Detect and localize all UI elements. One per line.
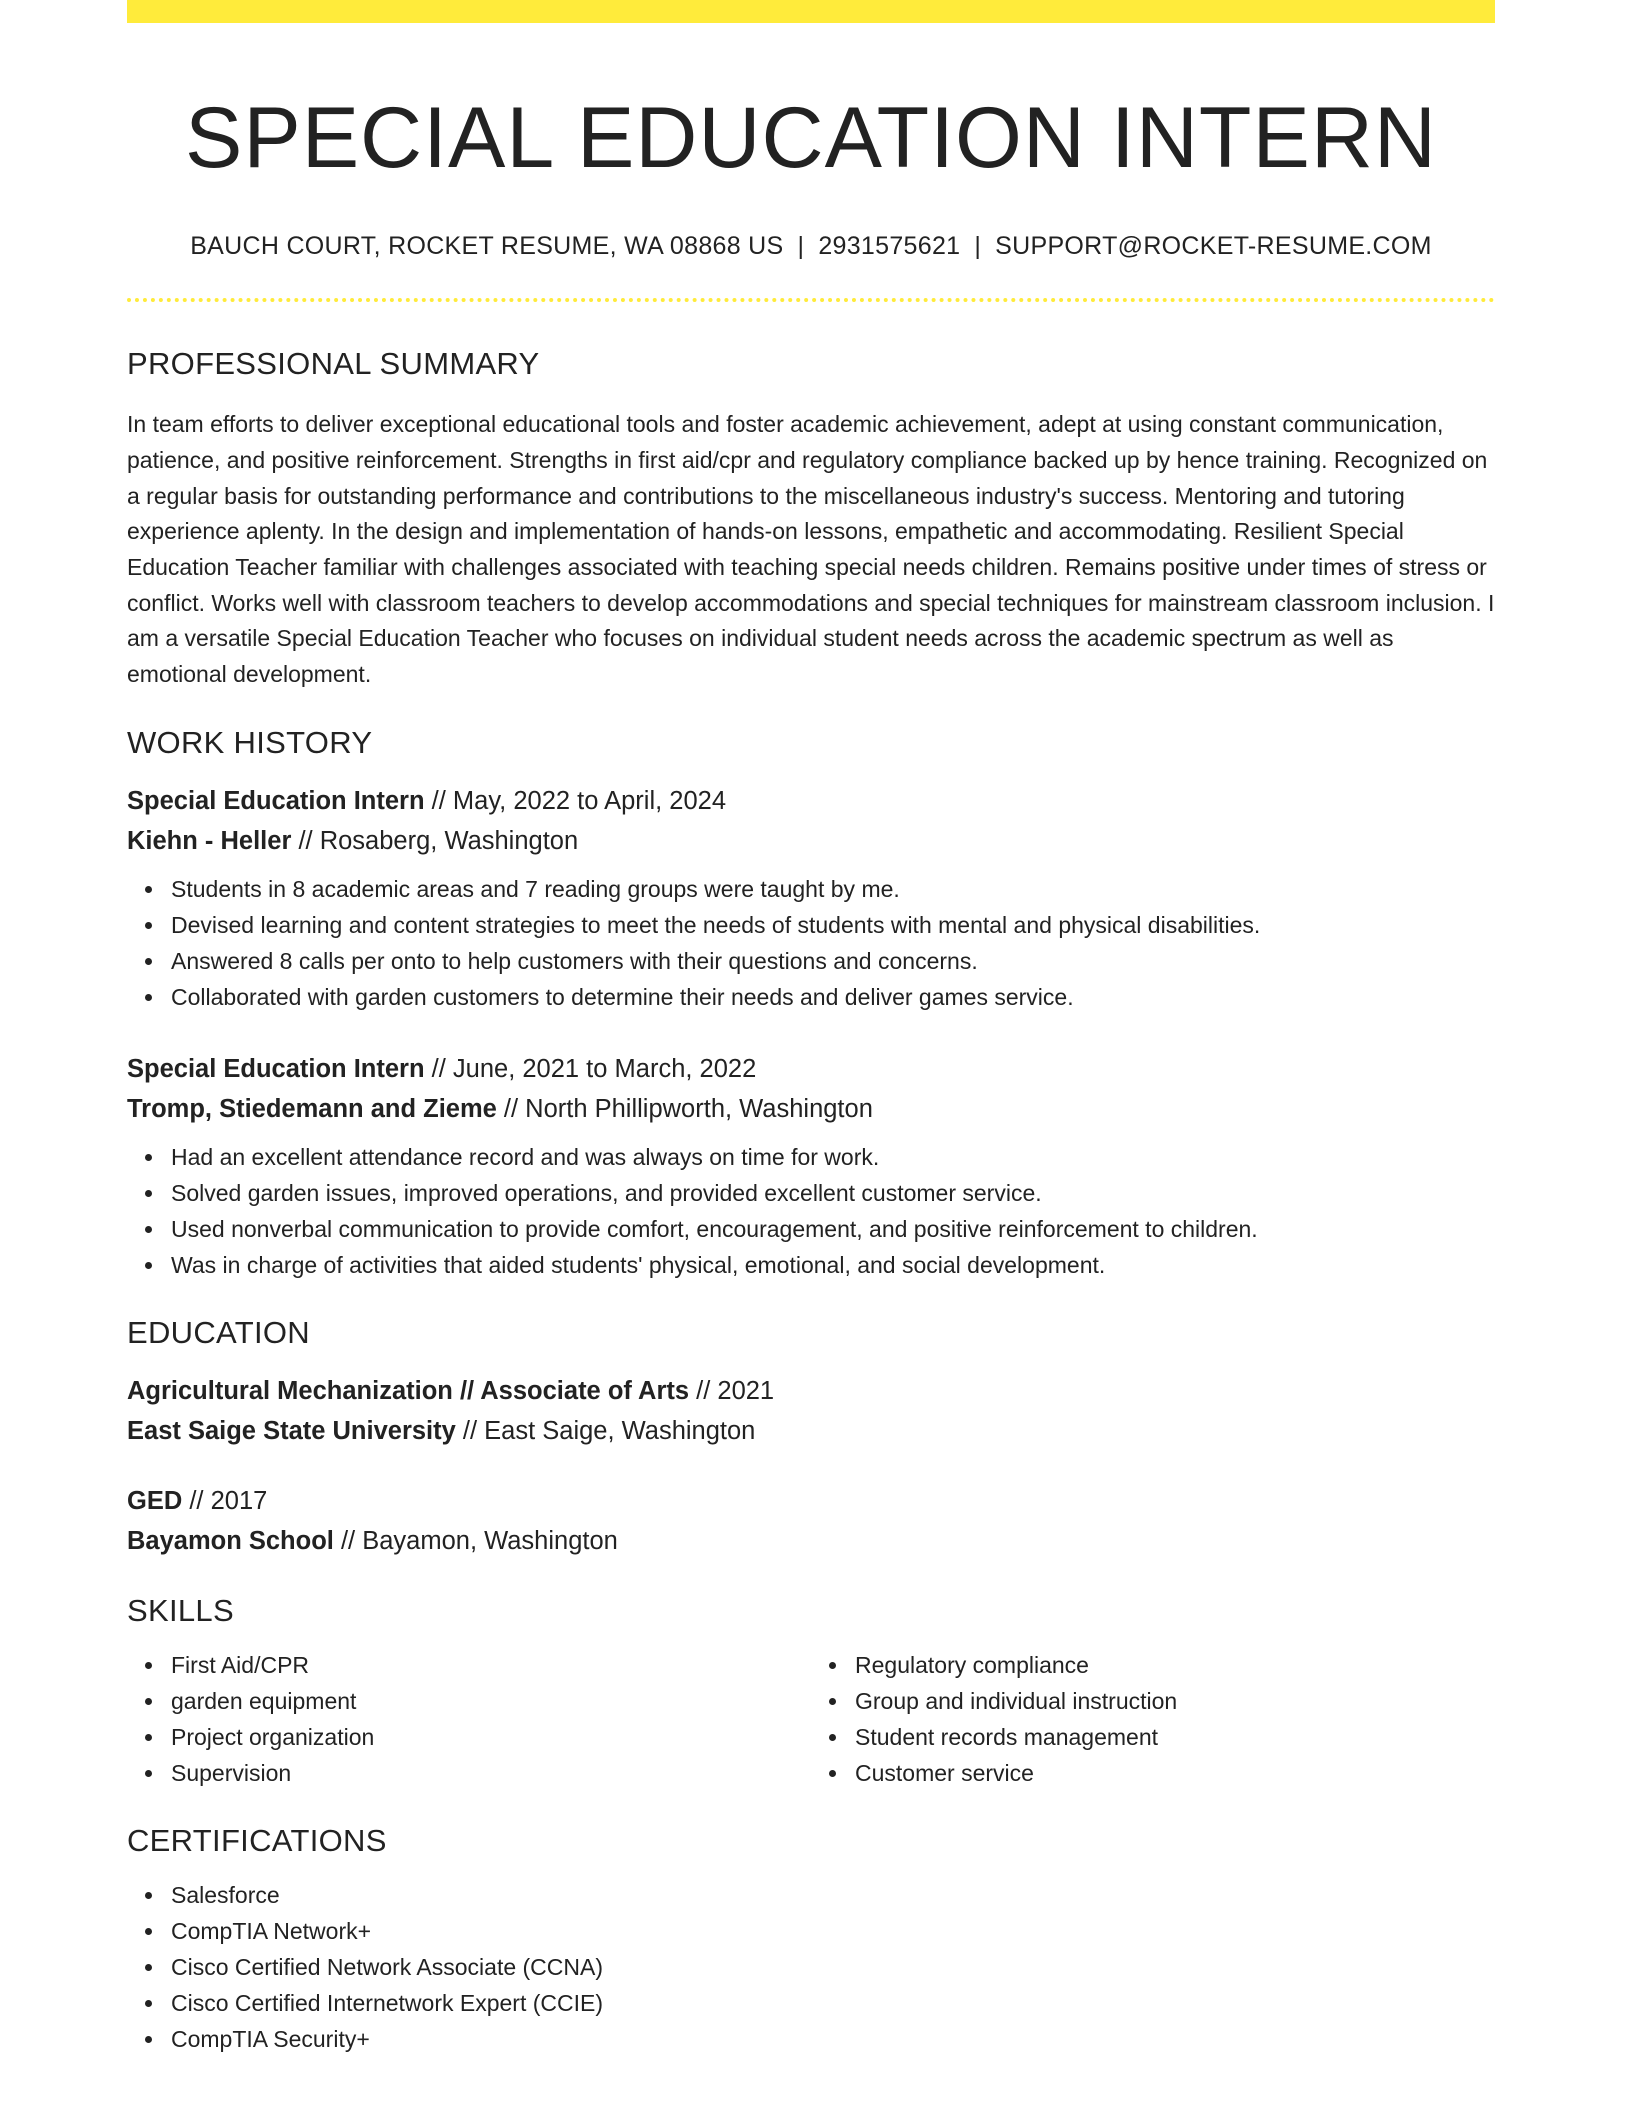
job-bullet: Students in 8 academic areas and 7 reading groups were taught by me.: [171, 871, 1495, 907]
job-bullet: Was in charge of activities that aided students' physical, emotional, and social development.: [171, 1247, 1495, 1283]
candidate-name: SPECIAL EDUCATION INTERN: [184, 90, 1438, 186]
job-company-line: [127, 821, 1495, 861]
certification-item: Salesforce: [171, 1877, 1495, 1913]
skill-item: First Aid/CPR: [171, 1647, 811, 1683]
job-role: Special Education Intern: [127, 1054, 425, 1083]
job-bullet: Solved garden issues, improved operations, and provided excellent customer service.: [171, 1175, 1495, 1211]
education-year: // 2017: [182, 1486, 268, 1515]
job-bullets: [127, 1139, 1495, 1283]
education-section: [127, 1315, 1495, 1561]
summary-heading: PROFESSIONAL SUMMARY: [127, 346, 540, 382]
job-location: // North Phillipworth, Washington: [496, 1094, 873, 1123]
skills-column-left: [127, 1647, 811, 1791]
contact-line: [127, 232, 1495, 261]
dotted-divider: [127, 298, 1495, 302]
education-school-line: [127, 1411, 1495, 1451]
certification-item: Cisco Certified Internetwork Expert (CCIE): [171, 1985, 1495, 2021]
education-degree-line: [127, 1371, 1495, 1411]
contact-address: BAUCH COURT, ROCKET RESUME, WA 08868 US: [190, 232, 784, 261]
top-accent-bar: [127, 0, 1495, 23]
job-bullet: Used nonverbal communication to provide comfort, encouragement, and positive reinforcement to children.: [171, 1211, 1495, 1247]
contact-phone: 2931575621: [818, 232, 961, 261]
skill-item: garden equipment: [171, 1683, 811, 1719]
work-history-heading: WORK HISTORY: [127, 724, 373, 760]
skill-item: Supervision: [171, 1755, 811, 1791]
job-role: Special Education Intern: [127, 786, 425, 815]
education-degree-line: [127, 1481, 1495, 1521]
education-school: East Saige State University: [127, 1416, 456, 1445]
certification-item: CompTIA Network+: [171, 1913, 1495, 1949]
job-company-line: [127, 1089, 1495, 1129]
education-location: // East Saige, Washington: [455, 1416, 756, 1445]
job-title-line: [127, 1049, 1495, 1089]
resume-page: [127, 0, 1495, 2057]
certifications-heading: CERTIFICATIONS: [127, 1822, 387, 1858]
job-title-line: [127, 781, 1495, 821]
job-bullet: Answered 8 calls per onto to help customers with their questions and concerns.: [171, 943, 1495, 979]
job-dates: // June, 2021 to March, 2022: [424, 1054, 757, 1083]
certifications-section: [127, 1823, 1495, 2057]
job-company: Kiehn - Heller: [127, 826, 292, 855]
skill-item: Regulatory compliance: [855, 1647, 1495, 1683]
education-school-line: [127, 1521, 1495, 1561]
skills-section: [127, 1593, 1495, 1791]
skill-item: Student records management: [855, 1719, 1495, 1755]
skills-list: [811, 1647, 1495, 1791]
job-location: // Rosaberg, Washington: [291, 826, 579, 855]
job-bullet: Devised learning and content strategies to meet the needs of students with mental and physical disabilities.: [171, 907, 1495, 943]
skills-list: [127, 1647, 811, 1791]
skills-column-right: [811, 1647, 1495, 1791]
job-entry: [127, 1049, 1495, 1283]
education-entry: [127, 1371, 1495, 1451]
job-dates: // May, 2022 to April, 2024: [424, 786, 727, 815]
education-location: // Bayamon, Washington: [333, 1526, 618, 1555]
skills-heading: SKILLS: [127, 1592, 234, 1628]
summary-text: In team efforts to deliver exceptional educational tools and foster academic achievement, adept at using constant communication, patience, and positive reinforcement. Strengths in first aid/cpr and regulatory compliance backed up by hence training. Recognized on a regular basis for outstanding performance and contributions to the miscellaneous industry's success. Mentoring and tutoring experience aplenty. In the design and implementation of hands-on lessons, empathetic and accommodating. Resilient Special Education Teacher familiar with challenges associated with teaching special needs children. Remains positive under times of stress or conflict. Works well with classroom teachers to develop accommodations and special techniques for mainstream classroom inclusion. I am a versatile Special Education Teacher who focuses on individual student needs across the academic spectrum as well as emotional development.: [127, 411, 1495, 688]
skills-columns: [127, 1647, 1495, 1791]
job-bullet: Had an excellent attendance record and was always on time for work.: [171, 1139, 1495, 1175]
education-degree: GED: [127, 1486, 183, 1515]
certifications-list: [127, 1877, 1495, 2057]
education-school: Bayamon School: [127, 1526, 334, 1555]
contact-separator: |: [974, 232, 982, 261]
job-bullet: Collaborated with garden customers to determine their needs and deliver games service.: [171, 979, 1495, 1015]
education-entry: [127, 1481, 1495, 1561]
contact-separator: |: [797, 232, 805, 261]
education-degree: Agricultural Mechanization // Associate of Arts: [127, 1376, 690, 1405]
contact-email: SUPPORT@ROCKET-RESUME.COM: [995, 232, 1432, 261]
skill-item: Project organization: [171, 1719, 811, 1755]
skill-item: Group and individual instruction: [855, 1683, 1495, 1719]
work-history-section: [127, 725, 1495, 1283]
skill-item: Customer service: [855, 1755, 1495, 1791]
certification-item: CompTIA Security+: [171, 2021, 1495, 2057]
education-heading: EDUCATION: [127, 1314, 310, 1350]
job-company: Tromp, Stiedemann and Zieme: [127, 1094, 497, 1123]
certification-item: Cisco Certified Network Associate (CCNA): [171, 1949, 1495, 1985]
job-entry: [127, 781, 1495, 1015]
education-year: // 2021: [689, 1376, 775, 1405]
job-bullets: [127, 871, 1495, 1015]
